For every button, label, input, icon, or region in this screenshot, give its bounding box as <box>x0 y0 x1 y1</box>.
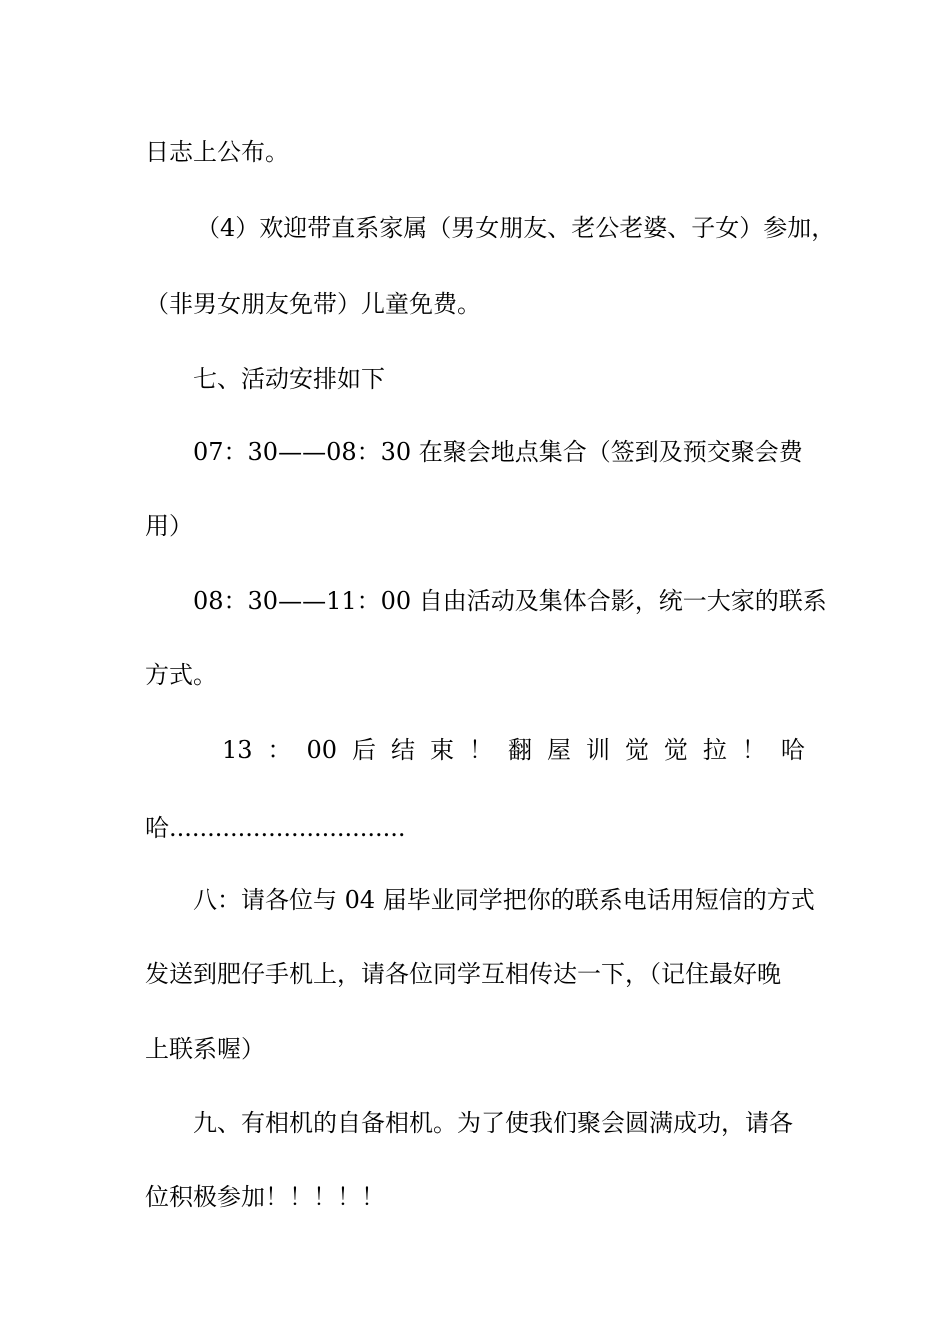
schedule-line: 07：30——08：30 在聚会地点集合（签到及预交聚会费 <box>193 438 803 466</box>
spread-token: 00 <box>306 736 338 764</box>
paragraph-line: （非男女朋友免带）儿童免费。 <box>145 290 481 318</box>
spread-token: ： <box>267 736 292 764</box>
paragraph-line: 九、有相机的自备相机。为了使我们聚会圆满成功，请各 <box>193 1109 793 1137</box>
spread-token: 后 <box>352 736 377 764</box>
schedule-line-spread <box>222 734 805 766</box>
spread-token: 屋 <box>546 736 571 764</box>
spread-token: 结 <box>391 736 416 764</box>
paragraph-line: 上联系喔） <box>145 1035 265 1063</box>
spread-token: ！ <box>469 736 493 764</box>
paragraph-line: 日志上公布。 <box>145 138 289 166</box>
schedule-line-continuation: 哈............................... <box>145 814 406 842</box>
spread-token: 哈 <box>780 736 805 764</box>
spread-token: 翻 <box>507 736 532 764</box>
schedule-line-continuation: 用） <box>145 512 193 540</box>
paragraph-line: 位积极参加！！！！！ <box>145 1183 385 1211</box>
spread-token: 觉 <box>663 736 688 764</box>
spread-token: 13 <box>222 736 253 764</box>
spread-token: 训 <box>585 736 610 764</box>
paragraph-line: 八：请各位与 04 届毕业同学把你的联系电话用短信的方式 <box>193 886 815 914</box>
schedule-line-continuation: 方式。 <box>145 661 217 689</box>
schedule-line: 08：30——11：00 自由活动及集体合影，统一大家的联系 <box>193 587 827 615</box>
paragraph-line: 发送到肥仔手机上，请各位同学互相传达一下，（记住最好晚 <box>145 960 781 988</box>
spread-token: ！ <box>741 736 766 764</box>
spread-token: 觉 <box>624 736 649 764</box>
paragraph-line: （4）欢迎带直系家属（男女朋友、老公老婆、子女）参加， <box>196 214 836 242</box>
spread-token: 拉 <box>702 736 727 764</box>
spread-token: 束 <box>430 736 455 764</box>
section-heading: 七、活动安排如下 <box>193 365 385 393</box>
